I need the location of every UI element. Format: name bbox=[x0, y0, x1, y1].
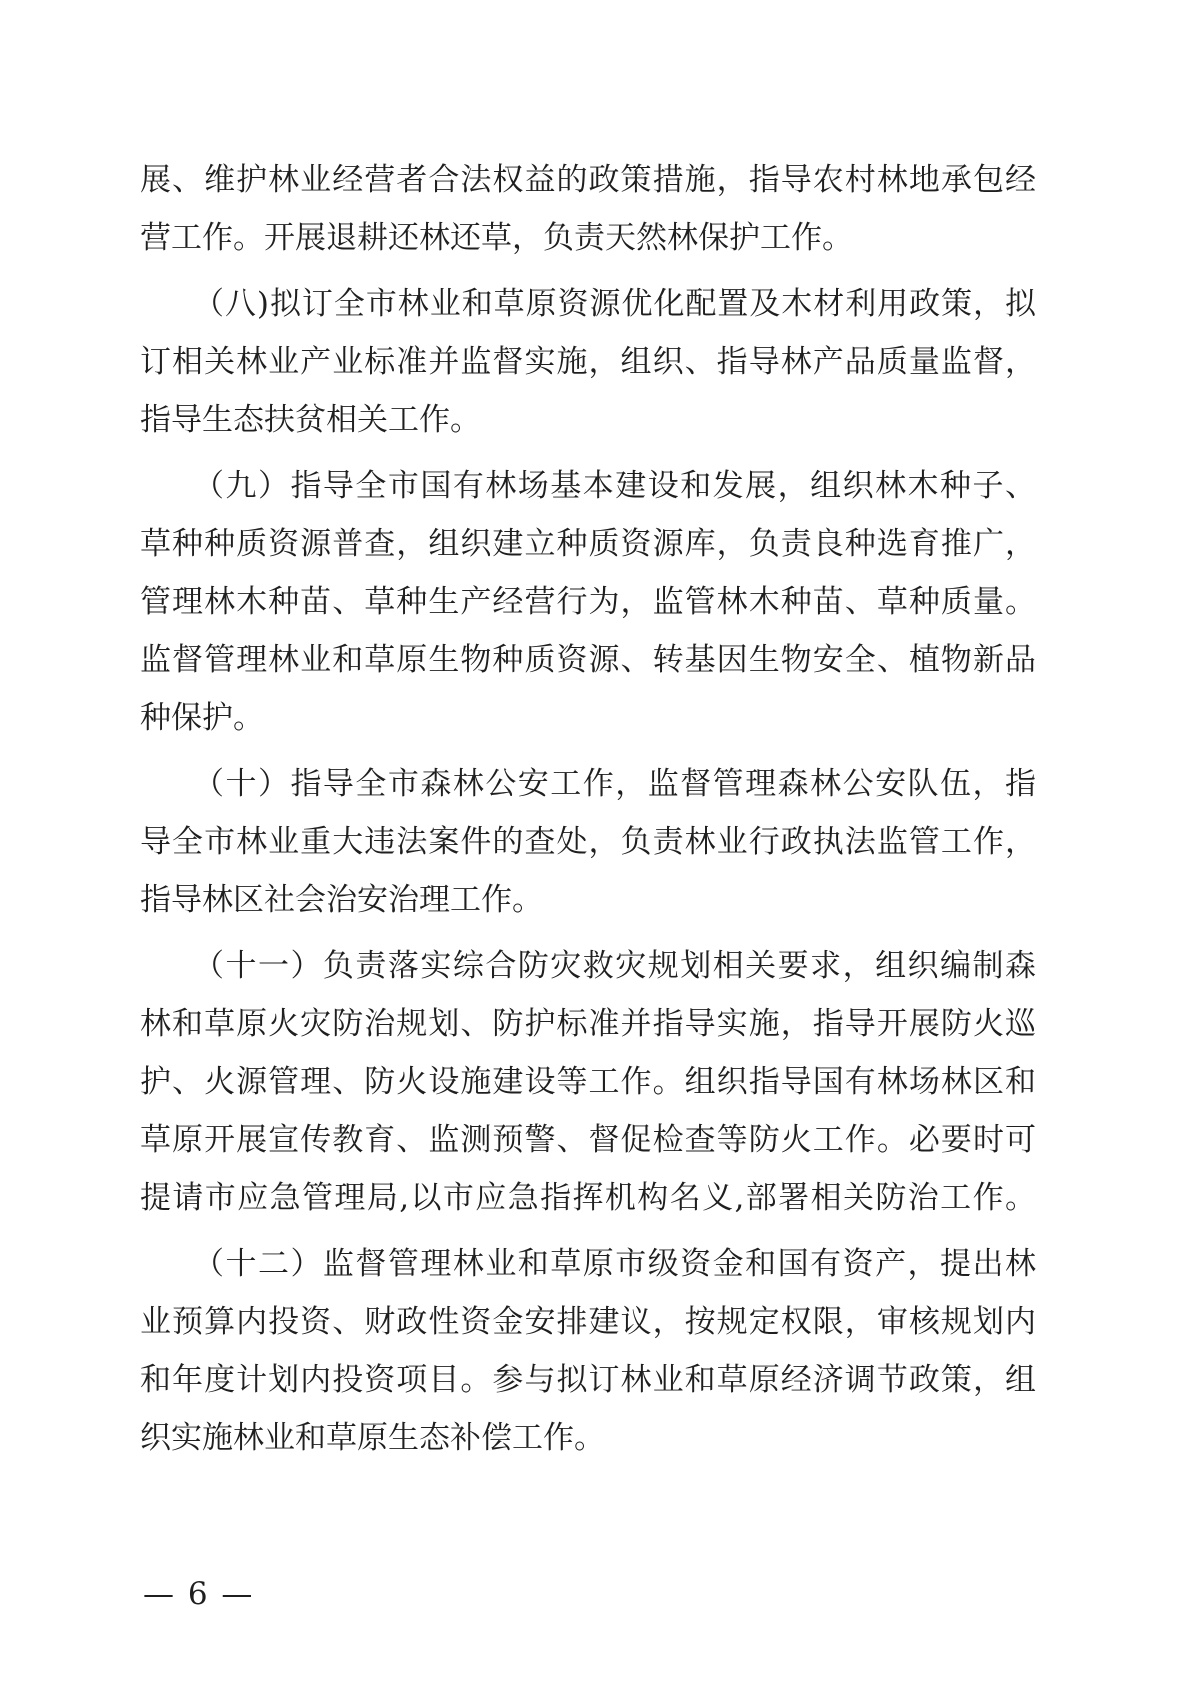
text-line: 订相关林业产业标准并监督实施，组织、指导林产品质量监督， bbox=[140, 344, 1036, 380]
text-line: 指导林区社会治安治理工作。 bbox=[140, 882, 543, 918]
text-line: 草原开展宣传教育、监测预警、督促检查等防火工作。必要时可 bbox=[140, 1122, 1036, 1158]
paragraph-item-10 bbox=[140, 755, 1036, 929]
text-line: 营工作。开展退耕还林还草，负责天然林保护工作。 bbox=[140, 220, 853, 256]
text-line: 展、维护林业经营者合法权益的政策措施，指导农村林地承包经 bbox=[140, 162, 1036, 198]
text-line: 护、火源管理、防火设施建设等工作。组织指导国有林场林区和 bbox=[140, 1064, 1036, 1100]
text-line: 导全市林业重大违法案件的查处，负责林业行政执法监管工作， bbox=[140, 824, 1036, 860]
text-line: 种保护。 bbox=[140, 700, 264, 736]
document-body bbox=[140, 151, 1036, 1467]
text-line: 指导生态扶贫相关工作。 bbox=[140, 402, 481, 438]
text-line: 草种种质资源普查，组织建立种质资源库，负责良种选育推广， bbox=[140, 526, 1036, 562]
paragraph-item-11 bbox=[140, 937, 1036, 1227]
text-line: 管理林木种苗、草种生产经营行为，监管林木种苗、草种质量。 bbox=[140, 584, 1036, 620]
text-line: 提请市应急管理局,以市应急指挥机构名义,部署相关防治工作。 bbox=[140, 1180, 1036, 1216]
text-line: （九）指导全市国有林场基本建设和发展，组织林木种子、 bbox=[193, 468, 1036, 504]
text-line: （十一）负责落实综合防灾救灾规划相关要求，组织编制森 bbox=[193, 948, 1036, 984]
text-line: 林和草原火灾防治规划、防护标准并指导实施，指导开展防火巡 bbox=[140, 1006, 1036, 1042]
page-number: — 6 — bbox=[143, 1576, 255, 1612]
text-line: 业预算内投资、财政性资金安排建议，按规定权限，审核规划内 bbox=[140, 1304, 1036, 1340]
text-line: （十）指导全市森林公安工作，监督管理森林公安队伍，指 bbox=[193, 766, 1036, 802]
paragraph-continued bbox=[140, 151, 1036, 267]
paragraph-item-12 bbox=[140, 1235, 1036, 1467]
text-line: （八)拟订全市林业和草原资源优化配置及木材利用政策，拟 bbox=[193, 286, 1036, 322]
paragraph-item-9 bbox=[140, 457, 1036, 747]
text-line: 织实施林业和草原生态补偿工作。 bbox=[140, 1420, 605, 1456]
text-line: 和年度计划内投资项目。参与拟订林业和草原经济调节政策，组 bbox=[140, 1362, 1036, 1398]
text-line: 监督管理林业和草原生物种质资源、转基因生物安全、植物新品 bbox=[140, 642, 1036, 678]
paragraph-item-8 bbox=[140, 275, 1036, 449]
text-line: （十二）监督管理林业和草原市级资金和国有资产，提出林 bbox=[193, 1246, 1036, 1282]
